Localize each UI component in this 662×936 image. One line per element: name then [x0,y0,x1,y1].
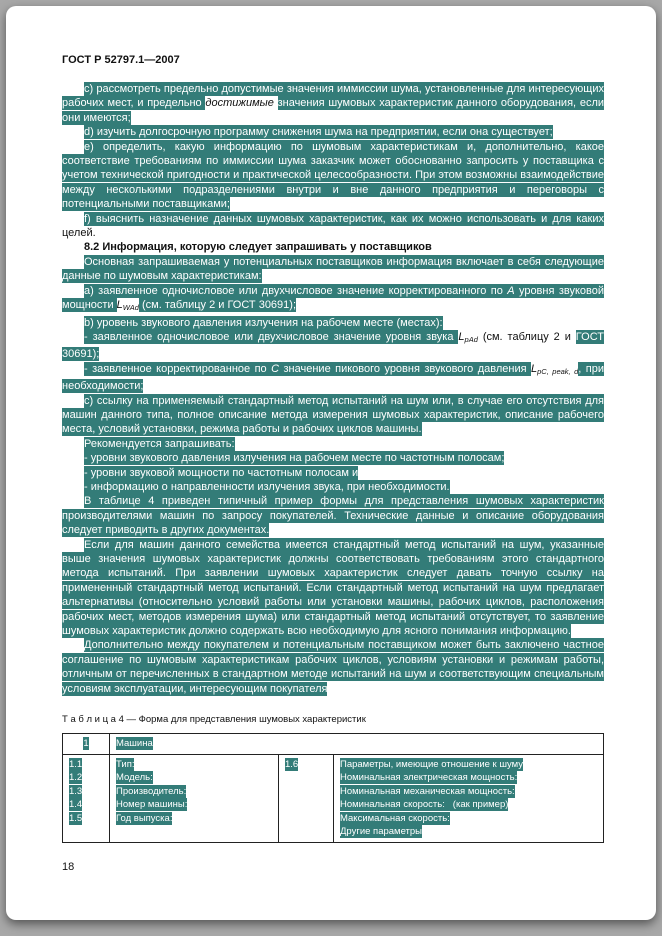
paragraph [62,316,604,330]
highlighted-text: Если для машин данного семейства имеется стандартный метод испытаний на шум, указанные выше значения шумовых характеристик должны соответствовать требованиям этого стандартного метода испытаний. При заявлении шумовых характеристик следует давать точную ссылку на примененный стандартный метод испытаний. Если стандартный метод испытаний на шум предлагает альтернативы (относительно условий работы или установки машины, рабочих циклов, расположения рабочих мест, методов измерения шума) или стандартный метод испытаний отсутствует, то заявление шумовых характеристик должно содержать всю необходимую для ясного понимания информацию. [62,538,604,638]
highlighted-text: 1.6 [285,758,299,770]
paragraph [62,538,604,639]
paragraph [62,255,604,284]
highlighted-text: В таблице 4 приведен типичный пример формы для представления шумовых характеристик производителями машин по запросу покупателей. Технические данные и описание оборудования следует приводить в других документах. [62,495,604,537]
highlighted-text: - заявленное корректированное по [84,362,272,375]
text-segment: L [116,299,123,312]
highlighted-text: уровня звуковой мощности [62,284,604,312]
paragraph [62,466,604,480]
paragraph [62,437,604,451]
table-item-label [116,758,272,772]
highlighted-text: Номинальная механическая мощность: [340,785,515,797]
text-segment: WAd [122,303,139,313]
paragraph [62,638,604,696]
highlighted-text: е) определить, какую информацию по шумовым характеристикам и, дополнительно, какое соответствие требованиям по иммиссии шума заказчик может обоснованно запросить у поставщика с учетом технической пригодности и практической целесообразности. При этом возможны взаимодействие между несколькими подразделениями внутри и вне данного предприятия и переговоры с потенциальными поставщиками; [62,140,604,211]
paragraph [62,494,604,537]
page-number: 18 [62,860,75,873]
table-item-number [69,798,103,812]
paragraph [62,212,604,241]
paragraph [62,330,604,362]
table-cell-param-number [279,754,334,842]
table-item-label [116,771,272,785]
text-segment: L [458,330,465,343]
section-heading [62,240,604,254]
highlighted-text: А [507,284,515,297]
paragraph [62,82,604,125]
highlighted-text: Год выпуска: [116,812,173,824]
standard-number-header: ГОСТ Р 52797.1—2007 [62,54,180,66]
text-segment: L [531,362,538,375]
highlighted-text: - информацию о направленности излучения звука, при необходимости. [84,480,450,493]
text-segment: 8.2 Информация, которую следует запрашивать у поставщиков [84,241,432,254]
document-page [6,6,656,920]
table-item-number [69,758,103,772]
paragraph [62,284,604,316]
highlighted-text: С [271,362,280,375]
paragraph [62,140,604,212]
table-item-label [116,798,272,812]
table-param-line [340,785,597,799]
table-caption: Т а б л и ц а 4 — Форма для представления шумовых характеристик [62,714,366,726]
highlighted-text: b) уровень звукового давления излучения на рабочем месте (местах): [84,316,443,329]
highlighted-text: f) выяснить назначение данных шумовых характеристик, как их можно использовать и для каких [84,212,604,225]
highlighted-text: Номинальная электрическая мощность: [340,772,518,784]
highlighted-text: Номинальная скорость: (как пример) [340,799,509,811]
highlighted-text: значение пикового уровня звукового давления [279,362,532,375]
table-item-label [116,812,272,826]
text-segment: pAd [464,334,478,344]
highlighted-text: Рекомендуется запрашивать: [84,437,235,450]
highlighted-text: значения шумовых характеристик данного оборудования, если они имеются; [62,97,605,124]
table-cell-machine-number [63,734,110,755]
paragraph [62,362,604,394]
table-param-line [340,758,597,772]
table-row [63,734,604,755]
highlighted-text: Максимальная скорость: [340,812,450,824]
paragraph [62,451,604,465]
text-segment: (см. таблицу 2 и [477,330,576,343]
highlighted-text: Машина [116,738,153,750]
text-segment: pC, peak, d [537,366,579,376]
highlighted-text: а) заявленное одночисловое или двухчисловое значение корректированного по [84,284,508,297]
highlighted-text: , при необходимости; [62,362,604,393]
table-item-label [116,785,272,799]
highlighted-text: 1.2 [69,772,83,784]
highlighted-text: с) ссылку на применяемый стандартный метод испытаний на шум или, в случае его отсутствия для машин данного типа, [62,394,604,421]
paragraph [62,394,604,437]
highlighted-text: Дополнительно между покупателем и потенциальным поставщиком может быть заключено частное соглашение по шумовым характеристикам рабочих циклов, условиям установки и режимам работы, отличным от перечисленных в стандартном методе испытаний на шум и соответствующим специальным условиям эксплуатации, интересующим покупателя [62,639,604,695]
highlighted-text: Основная запрашиваемая у потенциальных поставщиков информация включает в себя следующие данные по шумовым характеристикам: [62,255,604,283]
highlighted-text: Производитель: [116,785,187,797]
table-param-line [340,812,597,826]
table-item-number [69,771,103,785]
paragraph [62,480,604,494]
highlighted-text: Параметры, имеющие отношение к шуму [340,758,523,770]
highlighted-text: Другие параметры [340,826,423,838]
highlighted-text: с) рассмотреть предельно допустимые значения иммиссии шума, установленные для интересующих рабочих мест, и предельно [62,83,604,110]
highlighted-text: Тип: [116,758,135,770]
table-param-line [340,798,597,812]
highlighted-text: - заявленное одночисловое или двухчисловое значение уровня звука [84,330,459,343]
highlighted-text: 1.1 [69,758,83,770]
table-cell-item-numbers [63,754,110,842]
table-item-number [69,812,103,826]
highlighted-text: ГОСТ 30691); [62,330,604,361]
highlighted-text: - уровни звуковой мощности по частотным полосам и [84,466,359,479]
table-item-number [69,785,103,799]
table-cell-item-labels [110,754,279,842]
document-body [62,82,604,696]
highlighted-text: - уровни звукового давления излучения на рабочем месте по частотным полосам; [84,452,505,465]
highlighted-text: полное описание метода измерения шумовых характеристик, описание рабочего места, условий установки, режима работы и рабочих циклов машины. [62,408,604,436]
table-row [63,754,604,842]
highlighted-text: 1 [83,738,89,750]
noise-characteristics-table [62,733,604,843]
highlighted-text: 1.5 [69,812,83,824]
highlighted-text: 1.3 [69,785,83,797]
paragraph [62,125,604,139]
highlighted-text: (см. таблицу 2 и ГОСТ 30691); [138,299,297,312]
table-param-line [340,825,597,839]
highlighted-text: d) изучить долгосрочную программу снижения шума на предприятии, если она существует; [84,126,553,139]
text-segment: целей. [62,227,96,240]
table-cell-noise-parameters [334,754,604,842]
highlighted-text: Модель: [116,772,153,784]
highlighted-text: 1.4 [69,799,83,811]
table-cell-machine-label [110,734,604,755]
text-segment: достижимые [205,97,274,110]
highlighted-text: Номер машины: [116,799,188,811]
table-param-line [340,771,597,785]
